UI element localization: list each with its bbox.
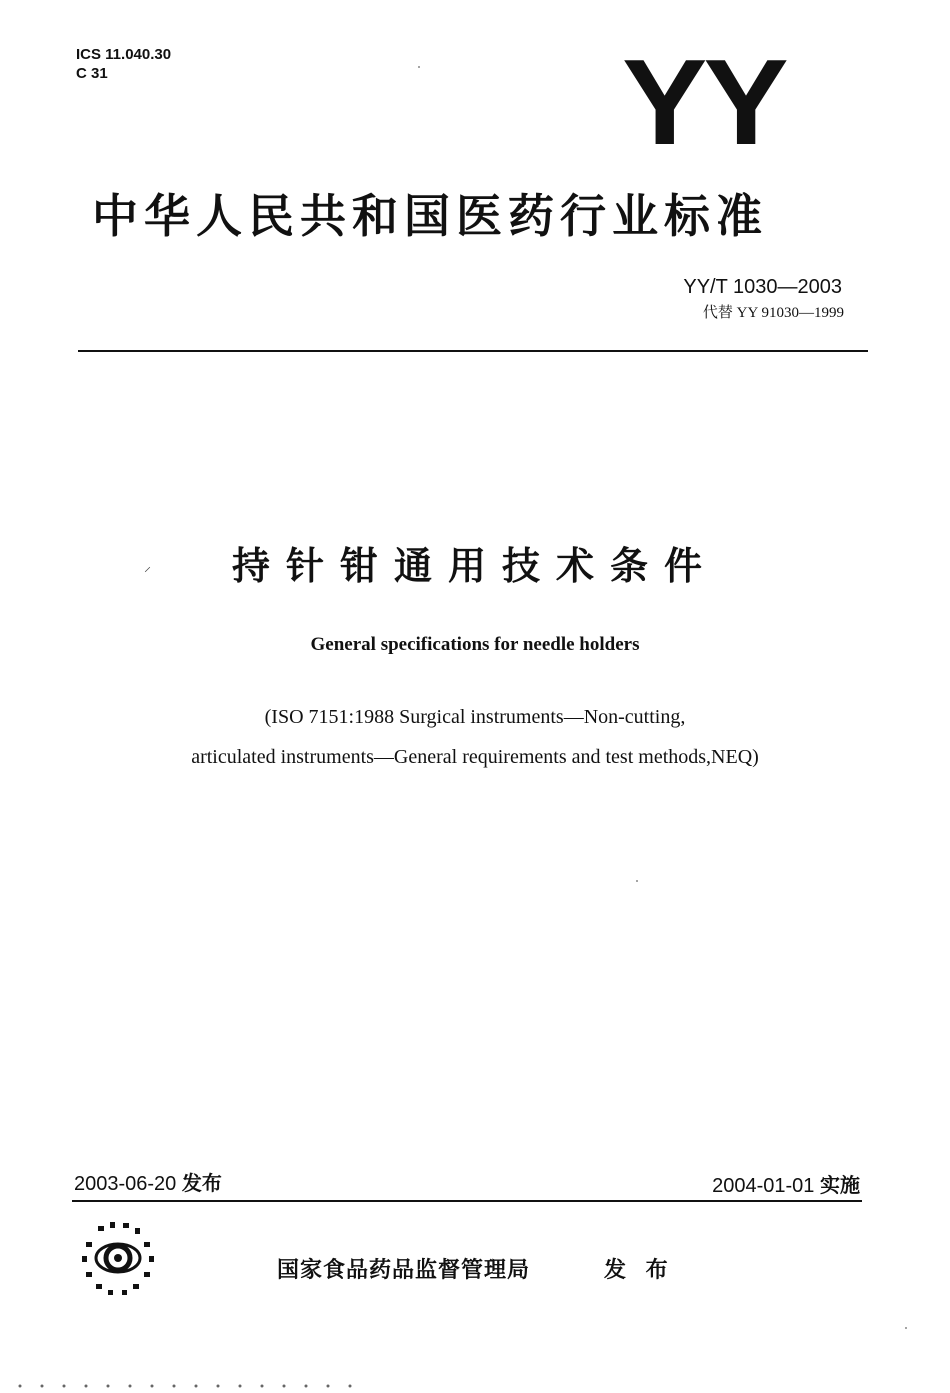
header-divider	[78, 350, 868, 352]
scan-speck	[636, 880, 638, 882]
effective-label: 实施	[820, 1173, 860, 1197]
standard-number: YY/T 1030—2003	[683, 276, 842, 298]
footer-divider	[72, 1200, 862, 1202]
issue-verb: 发 布	[604, 1258, 674, 1283]
chinese-title: 持针钳通用技术条件	[231, 544, 718, 588]
issuing-authority: 国家食品药品监督管理局	[277, 1258, 531, 1283]
publish-date-block	[74, 1167, 222, 1196]
scan-speck	[905, 1327, 907, 1329]
scan-edge-dots	[0, 1382, 380, 1390]
classification-codes	[76, 45, 171, 83]
effective-date: 2004-01-01	[712, 1175, 815, 1197]
scan-mark: ⸝	[144, 559, 151, 575]
publish-date: 2003-06-20	[74, 1173, 177, 1195]
ccs-code: C 31	[76, 65, 108, 82]
english-title: General specifications for needle holders	[310, 634, 640, 655]
publish-label: 发布	[181, 1171, 222, 1195]
effective-date-block	[712, 1169, 860, 1198]
replaces-standard: 代替 YY 91030—1999	[702, 305, 844, 321]
organization-title: 中华人民共和国医药行业标准	[92, 189, 768, 243]
scan-speck	[418, 66, 420, 68]
iso-reference-line-1: (ISO 7151:1988 Surgical instruments—Non-cutting,	[264, 706, 686, 728]
issuer-seal-icon	[78, 1218, 158, 1298]
yy-logo: YY	[622, 34, 785, 171]
iso-reference-line-2: articulated instruments—General requirements and test methods,NEQ)	[191, 746, 759, 768]
ics-code: ICS 11.040.30	[76, 46, 172, 63]
